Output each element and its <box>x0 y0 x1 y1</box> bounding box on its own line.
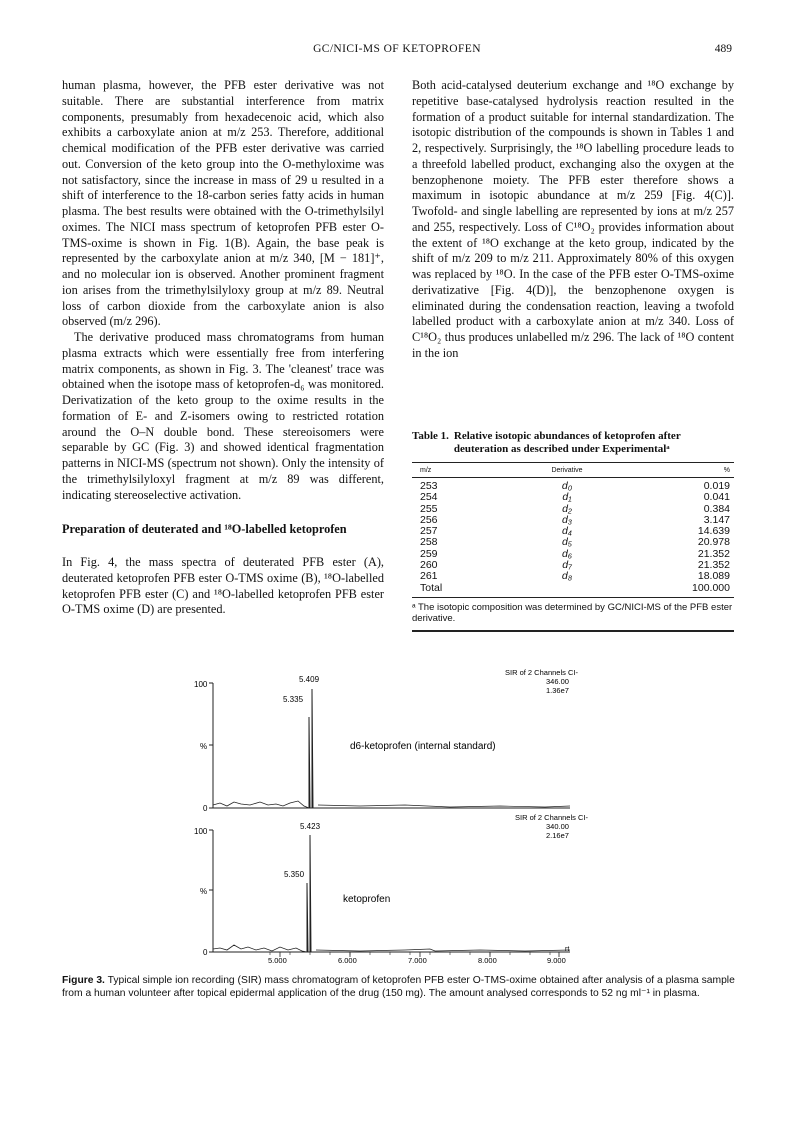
page-number: 489 <box>714 43 732 55</box>
top-y-label-100: 100 <box>194 680 208 689</box>
bottom-peaks <box>307 835 311 952</box>
top-tail-noise <box>318 805 570 807</box>
bottom-y-label-100: 100 <box>194 827 208 836</box>
right-column <box>412 78 734 362</box>
cell-derivative: d₅ <box>561 536 573 549</box>
table-footnote: ᵃ The isotopic composition was determined by GC/NICI-MS of the PFB ester derivative. <box>412 601 733 624</box>
top-sir-line-3: 1.36e7 <box>546 686 569 695</box>
bottom-sir-line-1: SIR of 2 Channels CI- <box>515 813 588 822</box>
bottom-peak-label-2: 5.350 <box>284 870 305 879</box>
top-y-label-percent: % <box>200 742 208 751</box>
cell-derivative: d₆ <box>561 547 573 560</box>
figure-caption-text: Typical simple ion recording (SIR) mass chromatogram of ketoprofen PFB ester O-TMS-oxime obtained after analysis of a plasma sample from a human volunteer after topical epidermal application of the drug (150 mg). The amount analysed corresponds to 52 ng ml⁻¹ in plasma. <box>62 975 735 999</box>
cell-derivative: d₄ <box>561 525 573 538</box>
cell-derivative: d₁ <box>562 491 572 504</box>
cell-percent: 14.639 <box>697 525 730 538</box>
x-tick-label-5: 5.000 <box>268 956 287 965</box>
figure-3-chromatogram <box>60 665 740 965</box>
top-peak-label-1: 5.409 <box>299 675 320 684</box>
table-end-rule <box>412 630 734 632</box>
table-row <box>412 526 734 537</box>
header-percent: % <box>723 467 730 474</box>
bottom-baseline-noise <box>213 945 307 952</box>
bottom-trace-label: ketoprofen <box>343 894 391 905</box>
figure-label: Figure 3. <box>62 975 105 986</box>
cell-mz: 259 <box>420 547 438 560</box>
cell-derivative: d₈ <box>561 570 573 583</box>
top-peak-label-2: 5.335 <box>283 695 304 704</box>
table-header-row <box>412 463 734 477</box>
top-trace-label: d6-ketoprofen (internal standard) <box>350 741 496 752</box>
x-axis-unit: rt <box>565 946 570 953</box>
cell-mz: 257 <box>420 525 438 538</box>
table-row <box>412 481 734 492</box>
x-tick-label-6: 6.000 <box>338 956 357 965</box>
cell-percent: 0.041 <box>703 491 730 504</box>
table-row <box>412 549 734 560</box>
bottom-sir-line-2: 340.00 <box>546 822 569 831</box>
chromatogram-svg <box>60 665 740 965</box>
x-tick-label-8: 8.000 <box>478 956 497 965</box>
cell-mz: 258 <box>420 536 438 549</box>
table-label: Table 1. <box>412 430 449 442</box>
bottom-y-label-0: 0 <box>203 948 208 957</box>
x-tick-label-7: 7.000 <box>408 956 427 965</box>
left-paragraph-1: human plasma, however, the PFB ester derivative was not suitable. There are substantial interference from matrix components, presumably from hexadecenoic acid, which also exhibits a carboxylate anion at m/z 253. Therefore, additional chemical modification of the PFB ester derivative was carried out. Conversion of the keto group into the O-methyloxime was not satisfactory, since the increase in mass of 29 u resulted in a shift of interference to the 18-carbon series fatty acids in human plasma. The best results were obtained with the O-trimethylsilyl oximes. The NICI mass spectrum of ketoprofen PFB ester O-TMS-oxime is shown in Fig. 1(B). Again, the base peak is represented by the carboxylate anion at m/z 340, [M − 181]⁺, and no molecular ion is observed. Another prominent fragment ion arises from the trimethylsilyloxy group at m/z 89. Neutral loss of carbon dioxide from the carboxylate anion is also observed (m/z 296). <box>62 78 384 329</box>
table-row <box>412 583 734 594</box>
table-row <box>412 571 734 582</box>
table-1 <box>412 430 734 632</box>
cell-derivative <box>482 583 652 594</box>
top-y-label-0: 0 <box>203 804 208 813</box>
cell-percent: 18.089 <box>697 570 730 583</box>
figure-caption <box>62 975 742 1000</box>
cell-percent: 0.019 <box>703 480 730 492</box>
cell-percent: 20.978 <box>697 536 730 549</box>
table-body <box>412 481 734 594</box>
left-paragraph-2: The derivative produced mass chromatograms from human plasma extracts which were essentially free from interfering matrix components, as shown in Fig. 3. The 'cleanest' trace was obtained when the isotope mass of ketoprofen-d₆ was monitored. Derivatization of the keto group to the oxime results in the formation of E- and Z-isomers owing to restricted rotation around the O–N double bond. These stereoisomers were separable by GC (Fig. 3) and showed identical fragmentation patterns in NICI-MS (spectrum not shown). Only the intensity of the trimethylsilyloxyl fragment at m/z 89 was different, indicating stereoselective activation. <box>62 330 384 502</box>
header-mz: m/z <box>420 467 432 474</box>
cell-percent: 21.352 <box>697 559 730 572</box>
table-bottom-rule <box>412 597 734 598</box>
bottom-peak-label-1: 5.423 <box>300 822 321 831</box>
cell-mz: 255 <box>420 502 438 515</box>
cell-mz: 260 <box>420 559 438 572</box>
table-row <box>412 492 734 503</box>
header-derivative: Derivative <box>551 467 583 474</box>
top-baseline-noise <box>213 801 309 808</box>
table-title: Relative isotopic abundances of ketoprofen after deuteration as described under Experimentalᵃ <box>453 430 681 455</box>
left-column <box>62 78 384 618</box>
top-sir-line-2: 346.00 <box>546 677 569 686</box>
running-head <box>62 43 732 59</box>
cell-derivative: d₀ <box>561 480 573 492</box>
cell-derivative: d₇ <box>562 559 572 572</box>
cell-derivative: d₂ <box>562 502 572 515</box>
cell-percent: 21.352 <box>697 547 730 560</box>
cell-mz: Total <box>420 581 443 594</box>
top-sir-line-1: SIR of 2 Channels CI- <box>505 668 578 677</box>
cell-percent: 0.384 <box>703 502 730 515</box>
bottom-tail-noise <box>316 949 570 951</box>
table-row <box>412 560 734 571</box>
right-paragraph-1: Both acid-catalysed deuterium exchange and ¹⁸O exchange by repetitive base-catalysed hydrolysis reaction resulted in the formation of a product suitable for internal standardization. The isotopic distribution of the compounds is shown in Tables 1 and 2, respectively. Surprisingly, the ¹⁸O labelling procedure leads to a threefold labelled product, exchanging also the oxygen at the benzophenone moiety. The PFB ester therefore shows a maximum in isotopic abundance at m/z 259 [Fig. 4(C)]. Twofold- and single labelling are represented by ions at m/z 257 and 255, respectively. Loss of C¹⁸O₂ provides information about the extent of ¹⁸O exchange at the keto group, indicated by the shift of m/z 209 to m/z 211. Approximately 80% of this oxygen was replaced by ¹⁸O. In the case of the PFB ester O-TMS-oxime derivatizative [Fig. 4(D)], the benzophenone oxygen is eliminated during the condensation reaction, leaving a twofold labelled product with a carboxylate anion at m/z 340. Loss of C¹⁸O₂ thus produces unlabelled m/z 296. The lack of ¹⁸O content in the ion <box>412 78 734 360</box>
cell-mz: 256 <box>420 513 438 526</box>
table-row <box>412 515 734 526</box>
bottom-sir-line-3: 2.16e7 <box>546 831 569 840</box>
running-title: GC/NICI-MS OF KETOPROFEN <box>313 43 481 55</box>
left-paragraph-3: In Fig. 4, the mass spectra of deuterated PFB ester (A), deuterated ketoprofen PFB ester O-TMS oxime (B), ¹⁸O-labelled ketoprofen PFB ester (C) and ¹⁸O-labelled ketoprofen PFB ester O-TMS oxime (D) are presented. <box>62 555 384 617</box>
cell-percent: 100.000 <box>692 581 730 594</box>
table-row <box>412 537 734 548</box>
table-header-rule <box>412 477 734 478</box>
cell-percent: 3.147 <box>703 513 730 526</box>
x-tick-label-9: 9.000 <box>547 956 566 965</box>
table-row <box>412 504 734 515</box>
cell-mz: 254 <box>420 491 438 504</box>
cell-mz: 261 <box>420 570 438 583</box>
top-peaks <box>309 689 313 808</box>
cell-derivative: d₃ <box>561 513 572 526</box>
section-heading: Preparation of deuterated and ¹⁸O-labelled ketoprofen <box>62 522 347 537</box>
bottom-y-label-percent: % <box>200 887 208 896</box>
table-caption <box>412 430 734 456</box>
cell-mz: 253 <box>420 480 438 492</box>
